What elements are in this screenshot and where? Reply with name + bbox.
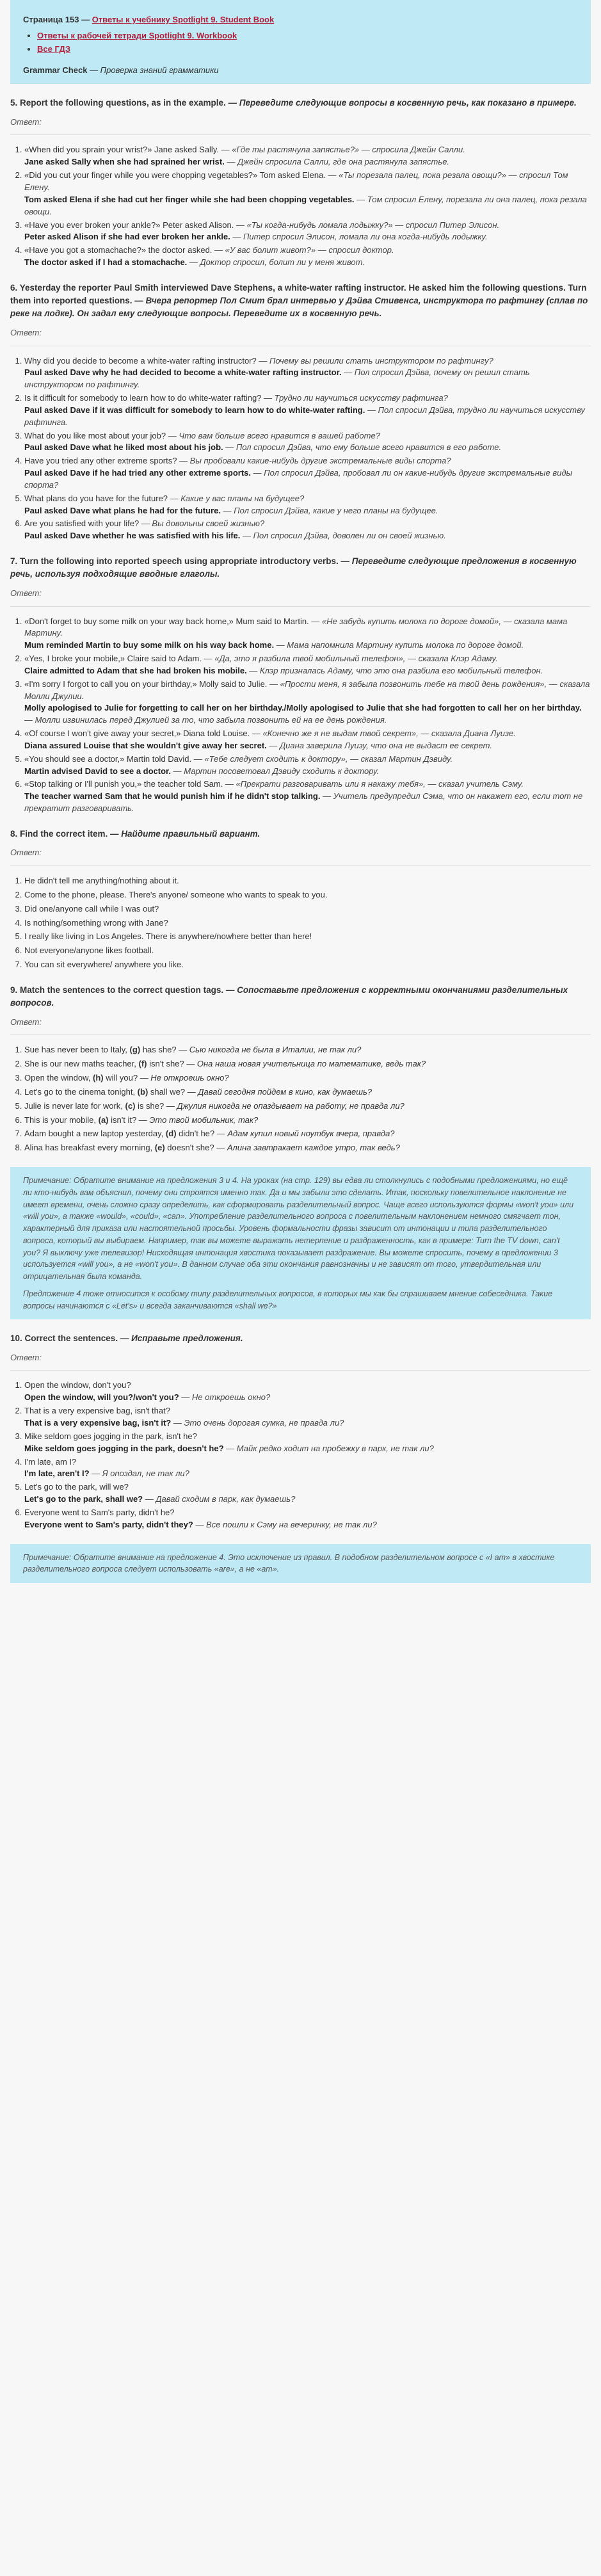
question: 5. «You should see a doctor,» Martin told David. — «Тебе следует сходить к доктору», — сказал Мартин Дэвиду. (24, 753, 453, 764)
list-item: 7. Adam bought a new laptop yesterday, (d) didn't he? — Адам купил новый ноутбук вчера, правда? (24, 1128, 591, 1140)
answer-text: Paul asked Dave if it was difficult for somebody to learn how to do white-water rafting. — Пол спросил Дэйва, трудно ли научиться искусству рафтинга. (24, 405, 585, 427)
question: 5. Let's go to the park, will we? (24, 1482, 129, 1492)
note-box (10, 1167, 591, 1319)
answer-text: The teacher warned Sam that he would punish him if he didn't stop talking. — Учитель предупредил Сэма, что он накажет его, если тот не прекратит разговаривать. (24, 791, 583, 814)
list-item (24, 1481, 591, 1506)
answer-text: Molly apologised to Julie for forgetting to call her on her birthday./Molly apologised to Julie that she had forgotten to call her on her birthday. — Молли извинилась перед Джулией за то, что забыла позвонить ей на ее день рождения. (24, 703, 582, 725)
note-paragraph: Примечание: Обратите внимание на предложение 4. Это исключение из правил. В подобном разделительном вопросе с «I am» в хвостике разделительного вопроса следует использовать «are», а не «am». (23, 1552, 555, 1574)
ex9-list (10, 1044, 591, 1154)
list-item: 5. I really like living in Los Angeles. There is anywhere/nowhere better than here! (24, 931, 591, 943)
question: 3. Mike seldom goes jogging in the park, isn't he? (24, 1431, 197, 1441)
list-item (24, 355, 591, 392)
answer-text: Mum reminded Martin to buy some milk on his way back home. — Мама напомнила Мартину купить молока по дороге домой. (24, 640, 524, 650)
question: 2. «Did you cut your finger while you were chopping vegetables?» Tom asked Elena. — «Ты порезала палец, пока резала овощи?» — спросил Том Елену. (24, 170, 568, 192)
list-item: 2. She is our new maths teacher, (f) isn't she? — Она наша новая учительница по математике, ведь так? (24, 1058, 591, 1070)
answer-text: Paul asked Dave why he had decided to become a white-water rafting instructor. — Пол спросил Дэйва, почему он решил стать инструктором по рафтингу. (24, 367, 530, 390)
question: 2. Is it difficult for somebody to learn how to do white-water rafting? — Трудно ли научиться искусству рафтинга? (24, 393, 448, 403)
list-item (24, 430, 591, 455)
list-item (24, 1507, 591, 1531)
question: 3. What do you like most about your job? — Что вам больше всего нравится в вашей работе? (24, 430, 380, 440)
list-item (24, 679, 591, 727)
note-paragraph: Предложение 4 тоже относится к особому типу разделительных вопросов, в которых мы как бы спрашиваем мнение собеседника. Такие вопросы начинаются с «Let's» и всегда заканчиваются «shall we?» (23, 1289, 553, 1310)
answer-text: Tom asked Elena if she had cut her finger while she had been chopping vegetables. — Том спросил Елену, порезала ли она палец, пока резала овощи. (24, 194, 587, 216)
answer-label: Ответ: (10, 588, 42, 598)
question: 6. Are you satisfied with your life? — Вы довольны своей жизнью? (24, 519, 265, 529)
answer-text: Jane asked Sally when she had sprained her wrist. — Джейн спросила Салли, где она растянула запястье. (24, 157, 450, 167)
list-item: 7. You can sit everywhere/ anywhere you like. (24, 959, 591, 971)
ex7-list (10, 616, 591, 816)
list-item (24, 753, 591, 778)
all-gdz-link[interactable]: Все ГДЗ (37, 44, 71, 54)
list-item: 1. Sue has never been to Italy, (g) has she? — Сью никогда не была в Италии, не так ли? (24, 1044, 591, 1056)
question: 2. That is a very expensive bag, isn't that? (24, 1406, 170, 1416)
list-item (24, 144, 591, 168)
note-box (10, 1544, 591, 1584)
answer-text: Everyone went to Sam's party, didn't they? — Все пошли к Сэму на вечеринку, не так ли? (24, 1519, 377, 1529)
list-item (24, 1405, 591, 1429)
list-item (24, 493, 591, 517)
ex10-title: 10. Correct the sentences. — Исправьте предложения. (10, 1333, 243, 1344)
list-item: 2. Come to the phone, please. There's anyone/ someone who wants to speak to you. (24, 889, 591, 901)
question: 3. «Have you ever broken your ankle?» Peter asked Alison. — «Ты когда-нибудь ломала лодыжку?» — спросил Питер Элисон. (24, 220, 500, 230)
ex8-list (10, 875, 591, 971)
workbook-link[interactable]: Ответы к рабочей тетради Spotlight 9. Workbook (37, 30, 237, 40)
list-item (24, 778, 591, 815)
list-item (24, 245, 591, 269)
answer-text: Paul asked Dave if he had tried any other extreme sports. — Пол спросил Дэйва, пробовал ли он какие-нибудь другие экстремальные виды спорта? (24, 468, 573, 490)
ex6-title: 6. Yesterday the reporter Paul Smith interviewed Dave Stephens, a white-water rafting instructor. He asked him the following questions. Turn them into reported questions. — Вчера репортер Пол Смит брал интервью у Дэйва Стивенса, инструктора по рафтингу (сплав по реке на лодке). Он задал ему следующие вопросы. Переведите их в косвенную речь. (10, 282, 588, 319)
answer-label: Ответ: (10, 327, 42, 337)
answer-text: Paul asked Dave whether he was satisfied with his life. — Пол спросил Дэйва, доволен ли он своей жизнью. (24, 531, 446, 541)
note-paragraph: Примечание: Обратите внимание на предложения 3 и 4. На уроках (на стр. 129) вы едва ли столкнулись с подобными предложениями, но ещё ли кто-нибудь вам объяснил, почему они строятся именно так. Да и мы забыли это сделать. Итак, поскольку повелительное наклонение не имеет времени, очень сложно сразу определить, как сформировать разделительный вопрос. Чаще всего используются формы «won't you» или «will you», а также «would», «could», «can». Употребление разделительного вопроса с повелительным наклонением немного смягчает тон, характерный для приказа или настоятельной просьбы. Уровень формальности фразы зависит от интонации и типа разделительного вопроса, который вы выбираем. Например, так вы можете выражать нетерпение и раздраженность, как в примере: Turn the TV down, can't you? Я выключу уже телевизор! Нисходящая интонация хвостика показывает раздражение. Вы можете спросить, почему в предложении 3 используется «will you», а не «won't you». В данном случае оба эти окончания равнозначны и не зависят от того, утвердительная или отрицательная была команда. (23, 1176, 574, 1282)
answer-label: Ответ: (10, 1352, 42, 1362)
answer-text: The doctor asked if I had a stomachache. — Доктор спросил, болит ли у меня живот. (24, 257, 365, 268)
question: 4. «Have you got a stomachache?» the doctor asked. — «У вас болит живот?» — спросил доктор. (24, 245, 394, 255)
list-item (24, 170, 591, 218)
list-item (24, 616, 591, 652)
list-item (24, 455, 591, 492)
list-item (24, 518, 591, 542)
list-item: 3. Open the window, (h) will you? — Не откроешь окно? (24, 1072, 591, 1084)
list-item: 4. Is nothing/something wrong with Jane? (24, 917, 591, 930)
question: 2. «Yes, I broke your mobile,» Claire said to Adam. — «Да, это я разбила твой мобильный телефон», — сказала Клэр Адаму. (24, 654, 498, 664)
page-line (23, 14, 578, 26)
question: 5. What plans do you have for the future? — Какие у вас планы на будущее? (24, 493, 305, 503)
question: 1. «When did you sprain your wrist?» Jane asked Sally. — «Где ты растянула запястье?» — спросила Джейн Салли. (24, 145, 465, 155)
list-item (24, 1456, 591, 1481)
question: 4. Have you tried any other extreme sports? — Вы пробовали какие-нибудь другие экстремальные виды спорта? (24, 456, 451, 466)
question: 6. «Stop talking or I'll punish you,» the teacher told Sam. — «Прекрати разговаривать или я накажу тебя», — сказал учитель Сэму. (24, 779, 524, 789)
header-panel (10, 0, 591, 84)
ex5-list (10, 144, 591, 268)
ex5-title: 5. Report the following questions, as in the example. — Переведите следующие вопросы в косвенную речь, как показано в примере. (10, 98, 577, 108)
divider (10, 606, 591, 607)
question: 4. I'm late, am I? (24, 1456, 77, 1467)
question: 3. «I'm sorry I forgot to call you on your birthday,» Molly said to Julie. — «Прости меня, я забыла позвонить тебе на твой день рождения», — сказала Молли Джулии. (24, 679, 590, 701)
list-item: 5. Julie is never late for work, (c) is she? — Джулия никогда не опаздывает на работу, не правда ли? (24, 1100, 591, 1113)
answer-text: I'm late, aren't I? — Я опоздал, не так ли? (24, 1469, 189, 1479)
list-item: 1. He didn't tell me anything/nothing about it. (24, 875, 591, 887)
list-item: 4. Let's go to the cinema tonight, (b) shall we? — Давай сегодня пойдем в кино, как думаешь? (24, 1086, 591, 1099)
section-title: Grammar Check — Проверка знаний грамматики (23, 65, 219, 75)
ex8-title: 8. Find the correct item. — Найдите правильный вариант. (10, 829, 260, 839)
question: 4. «Of course I won't give away your secret,» Diana told Louise. — «Конечно же я не выдам твой секрет», — сказала Диана Луизе. (24, 729, 516, 739)
list-item (24, 1431, 591, 1455)
ex7-title: 7. Turn the following into reported speech using appropriate introductory verbs. — Переведите следующие предложения в косвенную речь, используя подходящие вводные глаголы. (10, 556, 577, 579)
page-label: Страница 153 — (23, 15, 90, 24)
divider (10, 865, 591, 866)
divider (10, 134, 591, 135)
answer-label: Ответ: (10, 117, 42, 127)
answer-text: Open the window, will you?/won't you? — Не откроешь окно? (24, 1392, 271, 1403)
answer-text: Mike seldom goes jogging in the park, doesn't he? — Майк редко ходит на пробежку в парк, не так ли? (24, 1443, 434, 1453)
list-item: 6. Not everyone/anyone likes football. (24, 945, 591, 957)
list-item: 8. Alina has breakfast every morning, (e) doesn't she? — Алина завтракает каждое утро, так ведь? (24, 1142, 591, 1154)
answer-text: Let's go to the park, shall we? — Давай сходим в парк, как думаешь? (24, 1494, 296, 1504)
list-item: 3. Did one/anyone call while I was out? (24, 903, 591, 915)
divider (10, 1370, 591, 1371)
list-item: 6. This is your mobile, (a) isn't it? — Это твой мобильник, так? (24, 1115, 591, 1127)
question: 1. Why did you decide to become a white-water rafting instructor? — Почему вы решили стать инструктором по рафтингу? (24, 355, 493, 366)
question: 1. Open the window, don't you? (24, 1380, 131, 1390)
links-list (23, 30, 578, 56)
ex6-list (10, 355, 591, 543)
answer-text: Claire admitted to Adam that she had broken his mobile. — Клэр призналась Адаму, что это она разбила его мобильный телефон. (24, 665, 543, 675)
answer-label: Ответ: (10, 1017, 42, 1027)
list-item (24, 728, 591, 752)
answer-label: Ответ: (10, 848, 42, 858)
answer-text: Paul asked Dave what he liked most about his job. — Пол спросил Дэйва, что ему больше всего нравится в его работе. (24, 442, 502, 453)
divider (10, 1034, 591, 1035)
answer-text: Diana assured Louise that she wouldn't give away her secret. — Диана заверила Луизу, что она не выдаст ее секрет. (24, 740, 492, 750)
ex9-title: 9. Match the sentences to the correct question tags. — Сопоставьте предложения с корректными окончаниями разделительных вопросов. (10, 985, 568, 1008)
answer-text: Peter asked Alison if she had ever broken her ankle. — Питер спросил Элисон, ломала ли она когда-нибудь лодыжку. (24, 232, 488, 242)
list-item (24, 1380, 591, 1404)
student-book-link[interactable]: Ответы к учебнику Spotlight 9. Student Book (92, 15, 275, 24)
question: 6. Everyone went to Sam's party, didn't he? (24, 1507, 175, 1517)
list-item (24, 392, 591, 429)
ex10-list (10, 1380, 591, 1531)
list-item (24, 220, 591, 244)
question: 1. «Don't forget to buy some milk on your way back home,» Mum said to Martin. — «Не забудь купить молока по дороге домой», — сказала мама Мартину. (24, 616, 568, 638)
answer-text: Martin advised David to see a doctor. — Мартин посоветовал Дэвиду сходить к доктору. (24, 766, 380, 776)
answer-text: Paul asked Dave what plans he had for the future. — Пол спросил Дэйва, какие у него планы на будущее. (24, 505, 438, 515)
answer-text: That is a very expensive bag, isn't it? — Это очень дорогая сумка, не правда ли? (24, 1417, 344, 1428)
list-item (24, 653, 591, 677)
